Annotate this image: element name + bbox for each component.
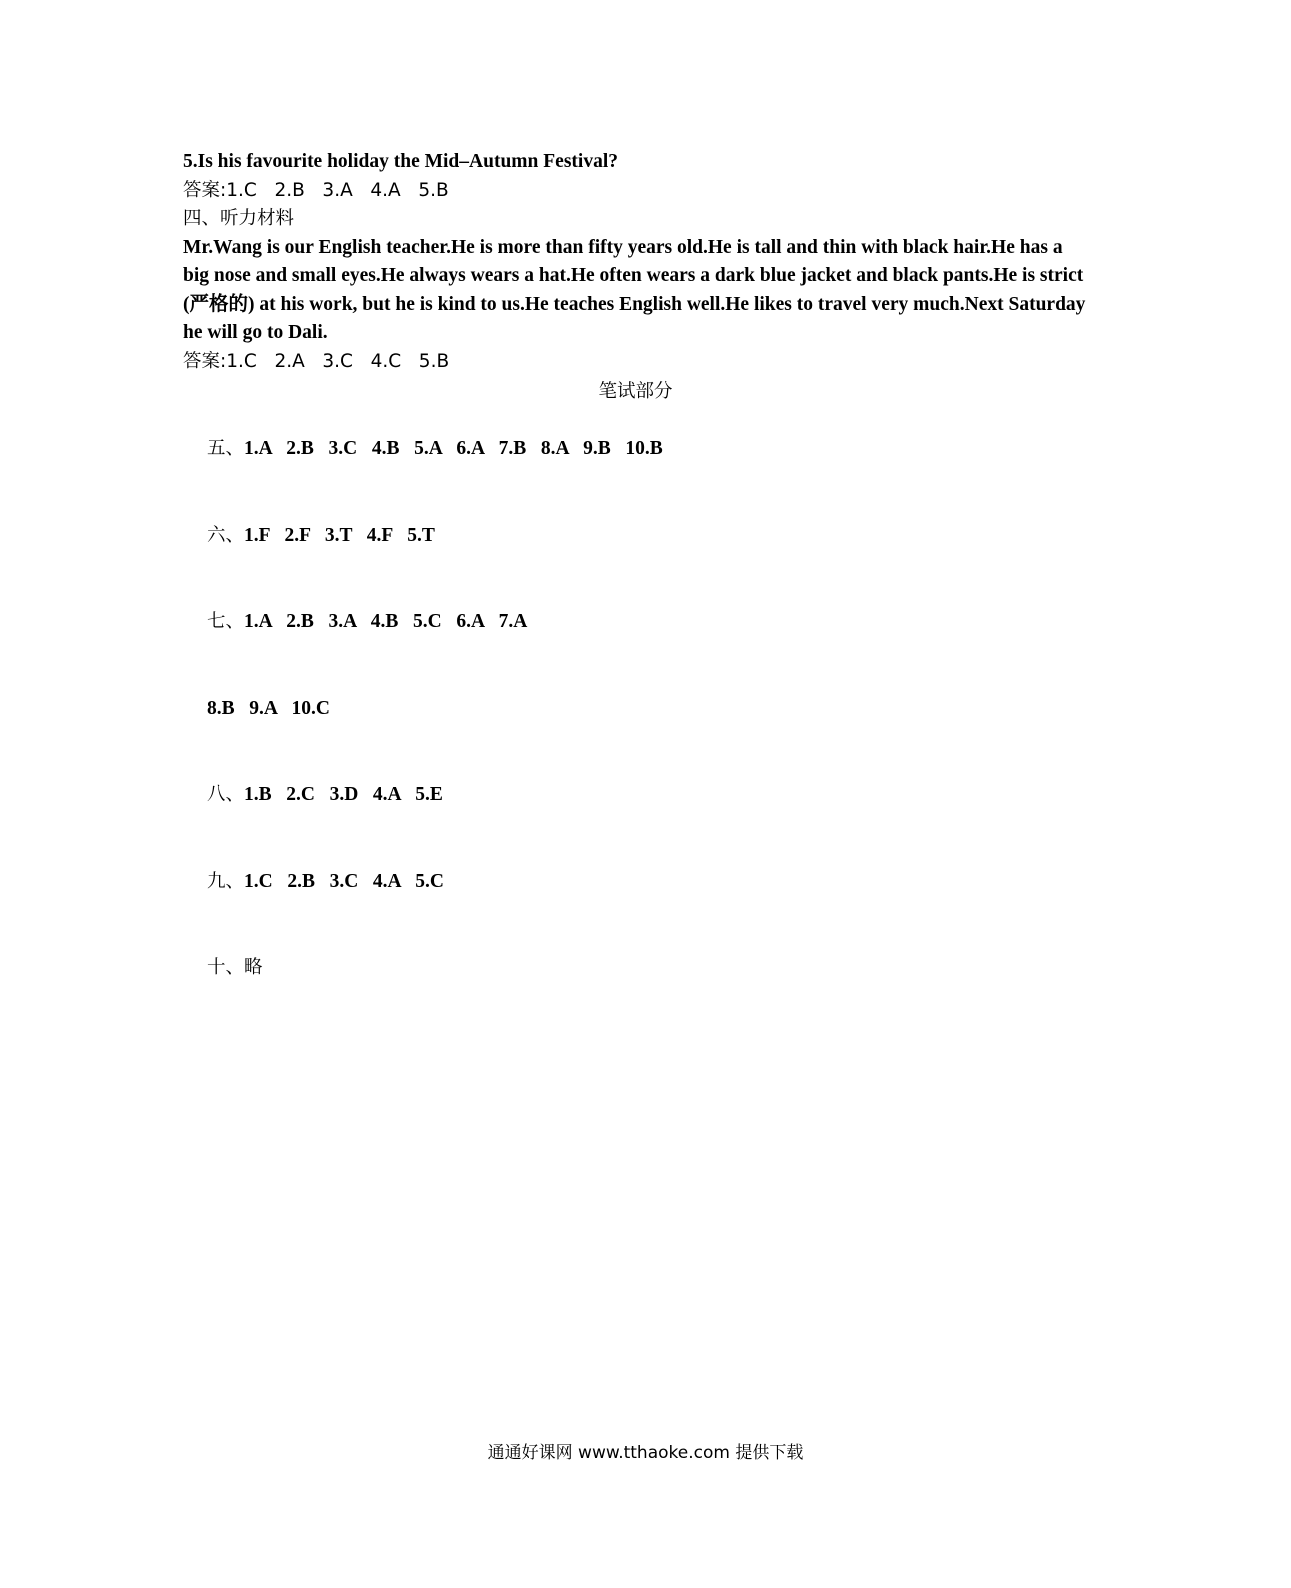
answer-row-label: 八、 bbox=[207, 784, 245, 805]
section-four-title: 四、听力材料 bbox=[183, 208, 295, 229]
answer-row-values: 略 bbox=[244, 957, 263, 978]
answer-row bbox=[183, 580, 1103, 667]
answer-row-label: 六、 bbox=[207, 524, 245, 546]
answer-row-values: 1.F 2.F 3.T 4.F 5.T bbox=[244, 524, 435, 546]
document-body bbox=[183, 148, 1103, 1012]
answer-row bbox=[183, 926, 1103, 1013]
answer-row-values: 1.A 2.B 3.C 4.B 5.A 6.A 7.B 8.A 9.B 10.B bbox=[244, 438, 663, 459]
written-part-heading: 笔试部分 bbox=[598, 381, 673, 402]
page-footer: 通通好课网 www.tthaoke.com 提供下载 bbox=[487, 1443, 804, 1463]
answer-row-values: 1.B 2.C 3.D 4.A 5.E bbox=[244, 784, 443, 805]
answer-row-continuation bbox=[183, 666, 1103, 753]
answer-row-values: 1.C 2.B 3.C 4.A 5.C bbox=[244, 870, 444, 892]
answer-row-label: 十、 bbox=[207, 957, 245, 978]
answer-row-label: 七、 bbox=[207, 611, 245, 632]
answer-row bbox=[183, 753, 1103, 840]
answer-row bbox=[183, 407, 1103, 494]
answer-row bbox=[183, 839, 1103, 926]
answer-row-values: 8.B 9.A 10.C bbox=[207, 697, 330, 719]
listening-answers-line-1: 答案:1.C 2.B 3.A 4.A 5.B bbox=[183, 179, 449, 201]
question-5-line: 5.Is his favourite holiday the Mid–Autumn Festival? bbox=[183, 151, 618, 172]
listening-material-paragraph: Mr.Wang is our English teacher.He is more than fifty years old.He is tall and thin with black hair.He has a big nose and small eyes.He always wears a hat.He often wears a dark blue jacket and black pants.He is strict (严格的) at his work, but he is kind to us.He teaches English well.He likes to travel very much.Next Saturday he will go to Dali. bbox=[183, 236, 1086, 343]
listening-answers-line-2: 答案:1.C 2.A 3.C 4.C 5.B bbox=[183, 350, 450, 372]
answer-row bbox=[183, 493, 1103, 580]
answer-row-label: 九、 bbox=[207, 870, 245, 892]
answer-row-label: 五、 bbox=[207, 438, 245, 459]
answer-row-values: 1.A 2.B 3.A 4.B 5.C 6.A 7.A bbox=[244, 611, 528, 632]
